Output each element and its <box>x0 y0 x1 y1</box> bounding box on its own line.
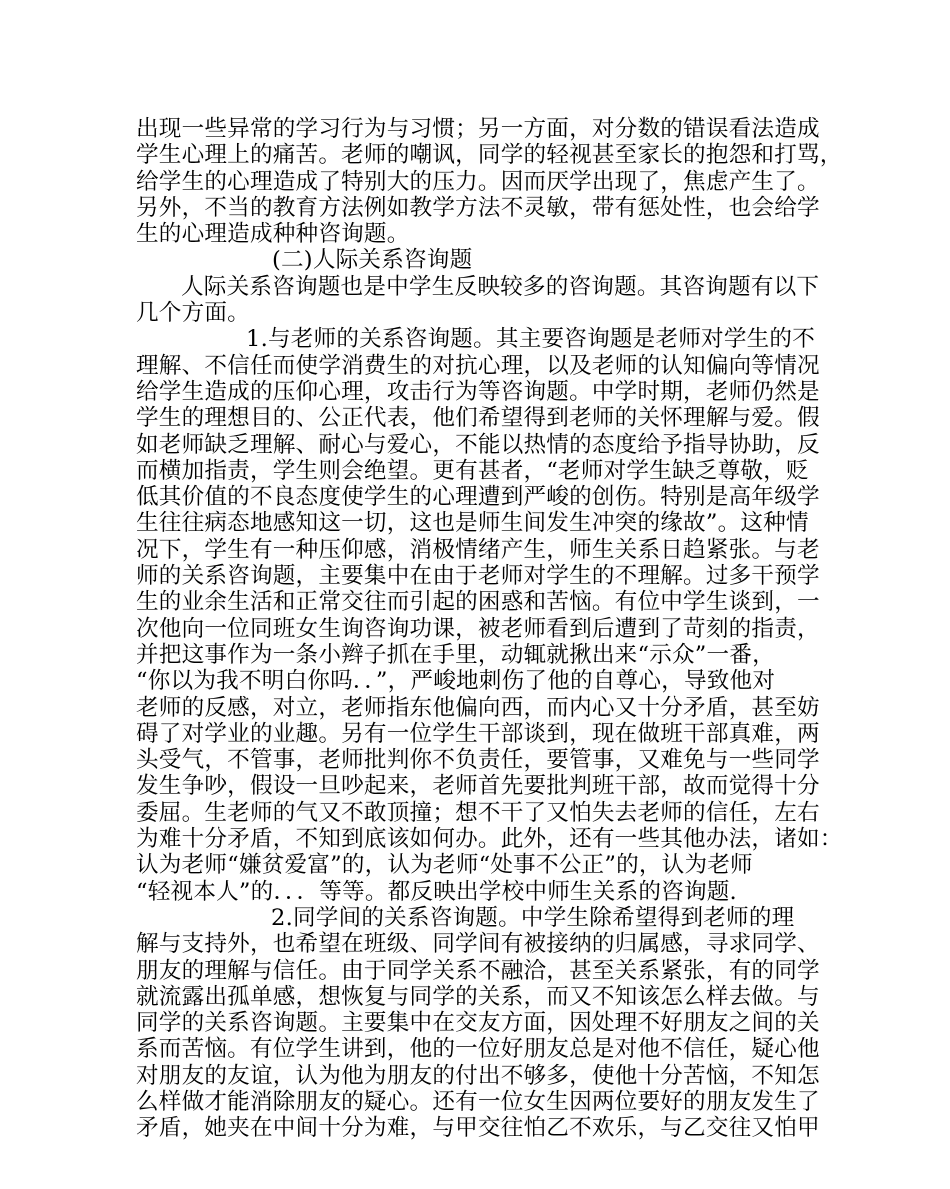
text-line: 学生的理想目的、公正代表，他们希望得到老师的关怀理解与爱。假 <box>136 405 820 432</box>
text-line: 次他向一位同班女生询咨询功课，被老师看到后遭到了苛刻的指责， <box>136 615 820 642</box>
text-line: 对朋友的友谊，认为他为朋友的付出不够多，使他十分苦恼，不知怎 <box>136 1062 820 1089</box>
text-line: 么样做才能消除朋友的疑心。还有一位女生因两位要好的朋友发生了 <box>136 1088 820 1115</box>
text-line: 生往往病态地感知这一切，这也是师生间发生冲突的缘故”。这种情 <box>136 510 809 537</box>
text-line: 如老师缺乏理解、耐心与爱心，不能以热情的态度给予指导协助，反 <box>136 431 820 458</box>
text-line: 并把这事作为一条小辫子抓在手里，动辄就揪出来“示众”一番， <box>136 641 775 668</box>
paragraph-item-classmate-relations <box>136 904 820 1142</box>
text-line: 系而苦恼。有位学生讲到，他的一位好朋友总是对他不信任，疑心他 <box>136 1036 820 1063</box>
text-line: 出现一些异常的学习行为与习惯；另一方面，对分数的错误看法造成 <box>136 116 820 142</box>
document-page <box>136 116 843 1142</box>
text-line: 碍了对学业的业趣。另有一位学生干部谈到，现在做班干部真难，两 <box>136 720 820 747</box>
text-line: 几个方面。 <box>136 300 250 327</box>
text-line: 发生争吵，假设一旦吵起来，老师首先要批判班干部，故而觉得十分 <box>136 773 820 800</box>
text-line: 给学生的心理造成了特别大的压力。因而厌学出现了，焦虑产生了。 <box>136 168 820 195</box>
text-line: 生的业余生活和正常交往而引起的困惑和苦恼。有位中学生谈到，一 <box>136 589 820 616</box>
text-line: 1.与老师的关系咨询题。其主要咨询题是老师对学生的不 <box>246 326 816 353</box>
text-line: “你以为我不明白你吗．．”，严峻地刺伤了他的自尊心，导致他对 <box>136 668 776 695</box>
text-line: 就流露出孤单感，想恢复与同学的关系，而又不知该怎么样去做。与 <box>136 983 820 1010</box>
paragraph-intro <box>136 116 843 248</box>
text-line: 解与支持外，也希望在班级、同学间有被接纳的归属感，寻求同学、 <box>136 931 820 958</box>
text-line: 委屈。生老师的气又不敢顶撞；想不干了又怕失去老师的信任，左右 <box>136 799 820 826</box>
text-line: 师的关系咨询题，主要集中在由于老师对学生的不理解。过多干预学 <box>136 563 820 590</box>
text-line: 头受气，不管事，老师批判你不负责任，要管事，又难免与一些同学 <box>136 747 820 774</box>
text-line: 生的心理造成种种咨询题。 <box>136 221 410 248</box>
text-line: “轻视本人”的．．．等等。都反映出学校中师生关系的咨询题. <box>136 878 737 905</box>
section-heading: (二)人际关系咨询题 <box>272 247 473 274</box>
text-line: 同学的关系咨询题。主要集中在交友方面，因处理不好朋友之间的关 <box>136 1010 820 1037</box>
text-line: 老师的反感，对立，老师指东他偏向西，而内心又十分矛盾，甚至妨 <box>136 694 820 721</box>
text-line: 理解、不信任而使学消费生的对抗心理，以及老师的认知偏向等情况 <box>136 352 820 379</box>
text-line: 况下，学生有一种压仰感，消极情绪产生，师生关系日趋紧张。与老 <box>136 536 820 563</box>
paragraph-item-teacher-relations <box>136 326 843 905</box>
text-line: 给学生造成的压仰心理，攻击行为等咨询题。中学时期，老师仍然是 <box>136 378 820 405</box>
paragraph-section <box>136 273 820 327</box>
text-line: 学生心理上的痛苦。老师的嘲讽，同学的轻视甚至家长的抱怨和打骂， <box>136 142 843 169</box>
text-line: 人际关系咨询题也是中学生反映较多的咨询题。其咨询题有以下 <box>181 273 820 300</box>
text-line: 为难十分矛盾，不知到底该如何办。此外，还有一些其他办法，诸如： <box>136 826 843 853</box>
text-line: 而横加指责，学生则会绝望。更有甚者，“老师对学生缺乏尊敬，贬 <box>136 457 809 484</box>
text-line: 认为老师“嫌贫爱富”的，认为老师“处事不公正”的，认为老师 <box>136 852 753 879</box>
text-line: 朋友的理解与信任。由于同学关系不融洽，甚至关系紧张，有的同学 <box>136 957 820 984</box>
text-line: 矛盾，她夹在中间十分为难，与甲交往怕乙不欢乐，与乙交往又怕甲 <box>136 1115 820 1142</box>
text-line: 2.同学间的关系咨询题。中学生除希望得到老师的理 <box>271 904 795 931</box>
text-line: 另外，不当的教育方法例如教学方法不灵敏，带有惩处性，也会给学 <box>136 194 820 221</box>
text-line: 低其价值的不良态度使学生的心理遭到严峻的创伤。特别是高年级学 <box>136 484 820 511</box>
